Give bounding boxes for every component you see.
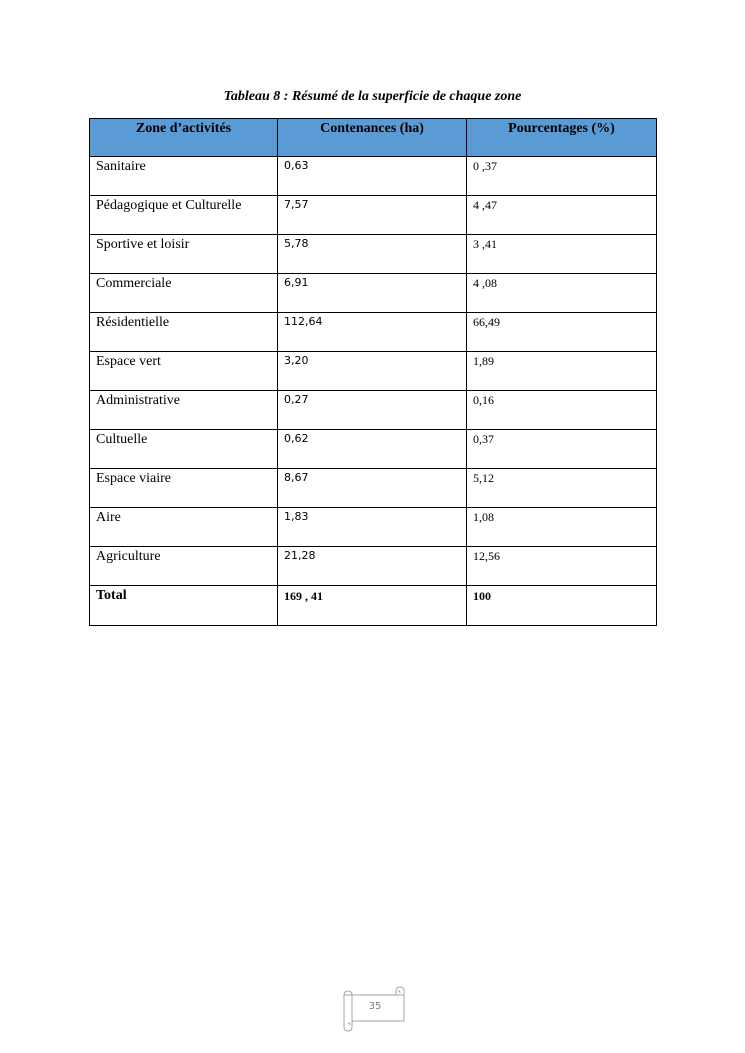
table-total-row <box>90 586 657 626</box>
table-row <box>90 430 657 469</box>
table-row <box>90 352 657 391</box>
table-header-row <box>90 119 657 157</box>
percent-cell: 0 ,37 <box>467 157 657 196</box>
header-contenances: Contenances (ha) <box>278 119 467 157</box>
page-footer <box>336 983 408 1033</box>
zone-area-table <box>89 118 657 626</box>
zone-cell: Espace viaire <box>90 469 278 508</box>
page-number: 35 <box>368 1001 382 1012</box>
table-row <box>90 196 657 235</box>
table-row <box>90 469 657 508</box>
table-caption: Tableau 8 : Résumé de la superficie de chaque zone <box>223 89 522 104</box>
percent-cell: 3 ,41 <box>467 235 657 274</box>
total-label: Total <box>90 586 278 626</box>
area-cell: 112,64 <box>278 313 467 352</box>
area-cell: 7,57 <box>278 196 467 235</box>
zone-cell: Espace vert <box>90 352 278 391</box>
area-cell: 1,83 <box>278 508 467 547</box>
area-cell: 0,27 <box>278 391 467 430</box>
percent-cell: 4 ,08 <box>467 274 657 313</box>
area-cell: 3,20 <box>278 352 467 391</box>
zone-cell: Aire <box>90 508 278 547</box>
area-cell: 0,63 <box>278 157 467 196</box>
area-cell: 8,67 <box>278 469 467 508</box>
table-row <box>90 157 657 196</box>
zone-cell: Pédagogique et Culturelle <box>90 196 278 235</box>
area-cell: 0,62 <box>278 430 467 469</box>
percent-cell: 0,37 <box>467 430 657 469</box>
zone-cell: Agriculture <box>90 547 278 586</box>
percent-cell: 12,56 <box>467 547 657 586</box>
table-row <box>90 508 657 547</box>
percent-cell: 0,16 <box>467 391 657 430</box>
total-area: 169 , 41 <box>278 586 467 626</box>
zone-cell: Cultuelle <box>90 430 278 469</box>
table-row <box>90 235 657 274</box>
area-cell: 5,78 <box>278 235 467 274</box>
total-percent: 100 <box>467 586 657 626</box>
percent-cell: 1,08 <box>467 508 657 547</box>
zone-cell: Administrative <box>90 391 278 430</box>
percent-cell: 4 ,47 <box>467 196 657 235</box>
zone-cell: Sanitaire <box>90 157 278 196</box>
zone-cell: Résidentielle <box>90 313 278 352</box>
percent-cell: 1,89 <box>467 352 657 391</box>
zone-cell: Commerciale <box>90 274 278 313</box>
percent-cell: 5,12 <box>467 469 657 508</box>
table-row <box>90 391 657 430</box>
zone-cell: Sportive et loisir <box>90 235 278 274</box>
area-cell: 6,91 <box>278 274 467 313</box>
table-row <box>90 547 657 586</box>
percent-cell: 66,49 <box>467 313 657 352</box>
area-cell: 21,28 <box>278 547 467 586</box>
header-pourcentages: Pourcentages (%) <box>467 119 657 157</box>
table-row <box>90 274 657 313</box>
header-zone: Zone d’activités <box>90 119 278 157</box>
table-row <box>90 313 657 352</box>
